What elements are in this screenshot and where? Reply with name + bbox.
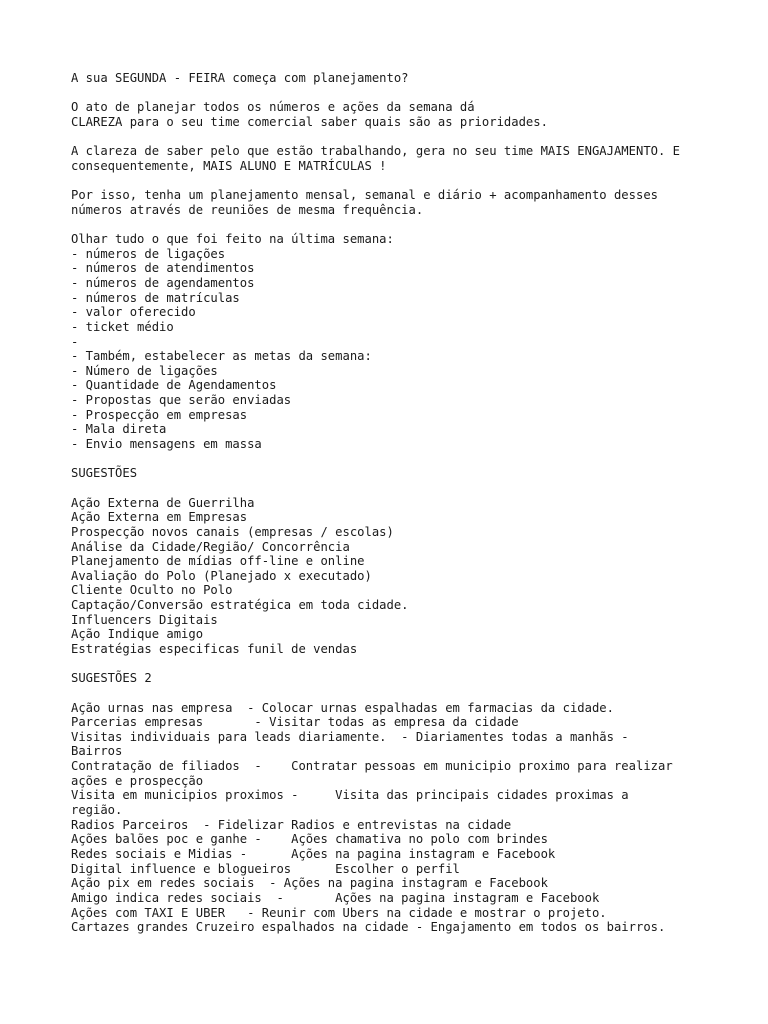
text-line: - Quantidade de Agendamentos	[71, 378, 277, 393]
text-line: - números de ligações	[71, 246, 226, 261]
document-body	[71, 71, 731, 935]
text-line: Ações balões poc e ganhe - Ações chamativa no polo com brindes	[71, 832, 548, 847]
blank-line	[71, 657, 731, 672]
text-line: Estratégias especificas funil de vendas	[71, 641, 358, 656]
text-line: ações e prospecção	[71, 773, 204, 788]
text-line: Digital influence e blogueiros Escolher o perfil	[71, 861, 460, 876]
text-line: Bairros	[71, 744, 123, 759]
text-line: Parcerias empresas - Visitar todas as empresa da cidade	[71, 715, 519, 730]
text-line: Captação/Conversão estratégica em toda cidade.	[71, 598, 409, 613]
text-line: SUGESTÕES	[71, 466, 138, 481]
text-line: - Propostas que serão enviadas	[71, 393, 292, 408]
text-line: Cliente Oculto no Polo	[71, 583, 233, 598]
blank-line	[71, 452, 731, 467]
text-line: Influencers Digitais	[71, 612, 218, 627]
text-line: O ato de planejar todos os números e ações da semana dá	[71, 100, 475, 115]
blank-line	[71, 686, 731, 701]
text-line: Visitas individuais para leads diariamente. - Diariamentes todas a manhãs -	[71, 729, 629, 744]
text-line: Análise da Cidade/Região/ Concorrência	[71, 539, 350, 554]
text-line: - Prospecção em empresas	[71, 407, 248, 422]
text-line: A sua SEGUNDA - FEIRA começa com planejamento?	[71, 71, 409, 85]
text-line: Cartazes grandes Cruzeiro espalhados na cidade - Engajamento em todos os bairros.	[71, 920, 666, 935]
text-line: -	[71, 334, 79, 349]
text-line: Ação Indique amigo	[71, 627, 204, 642]
text-line: - números de matrículas	[71, 290, 240, 305]
text-line: A clareza de saber pelo que estão trabalhando, gera no seu time MAIS ENGAJAMENTO. E	[71, 144, 681, 159]
blank-line	[71, 481, 731, 496]
text-line: - Número de ligações	[71, 363, 218, 378]
text-line: - Envio mensagens em massa	[71, 437, 262, 452]
text-line: Olhar tudo o que foi feito na última semana:	[71, 232, 394, 247]
text-line: Ação pix em redes sociais - Ações na pagina instagram e Facebook	[71, 876, 548, 891]
text-line: - Também, estabelecer as metas da semana:	[71, 349, 372, 364]
text-line: - números de agendamentos	[71, 275, 255, 290]
text-line: Amigo indica redes sociais - Ações na pagina instagram e Facebook	[71, 890, 600, 905]
blank-line	[71, 130, 731, 145]
text-line: - números de atendimentos	[71, 261, 255, 276]
text-line: Redes sociais e Midias - Ações na pagina instagram e Facebook	[71, 846, 556, 861]
text-line: Ação urnas nas empresa - Colocar urnas espalhadas em farmacias da cidade.	[71, 700, 614, 715]
blank-line	[71, 217, 731, 232]
blank-line	[71, 86, 731, 101]
text-line: Por isso, tenha um planejamento mensal, semanal e diário + acompanhamento desses	[71, 188, 658, 203]
text-line: Radios Parceiros - Fidelizar Radios e entrevistas na cidade	[71, 817, 512, 832]
text-line: CLAREZA para o seu time comercial saber quais são as prioridades.	[71, 114, 548, 129]
text-line: consequentemente, MAIS ALUNO E MATRÍCULAS !	[71, 158, 387, 173]
text-line: Contratação de filiados - Contratar pessoas em municipio proximo para realizar	[71, 759, 673, 774]
text-line: - Mala direta	[71, 422, 167, 437]
text-line: - valor oferecido	[71, 305, 196, 320]
text-line: números através de reuniões de mesma frequência.	[71, 202, 424, 217]
text-line: Planejamento de mídias off-line e online	[71, 554, 365, 569]
text-line: Prospecção novos canais (empresas / escolas)	[71, 524, 394, 539]
text-line: - ticket médio	[71, 319, 174, 334]
text-line: região.	[71, 803, 123, 818]
text-line: Avaliação do Polo (Planejado x executado)	[71, 568, 372, 583]
text-line: Ações com TAXI E UBER - Reunir com Ubers na cidade e mostrar o projeto.	[71, 905, 607, 920]
text-line: Ação Externa de Guerrilha	[71, 495, 255, 510]
text-line: SUGESTÕES 2	[71, 671, 152, 686]
blank-line	[71, 173, 731, 188]
text-line: Visita em municipios proximos - Visita das principais cidades proximas a	[71, 788, 629, 803]
text-line: Ação Externa em Empresas	[71, 510, 248, 525]
